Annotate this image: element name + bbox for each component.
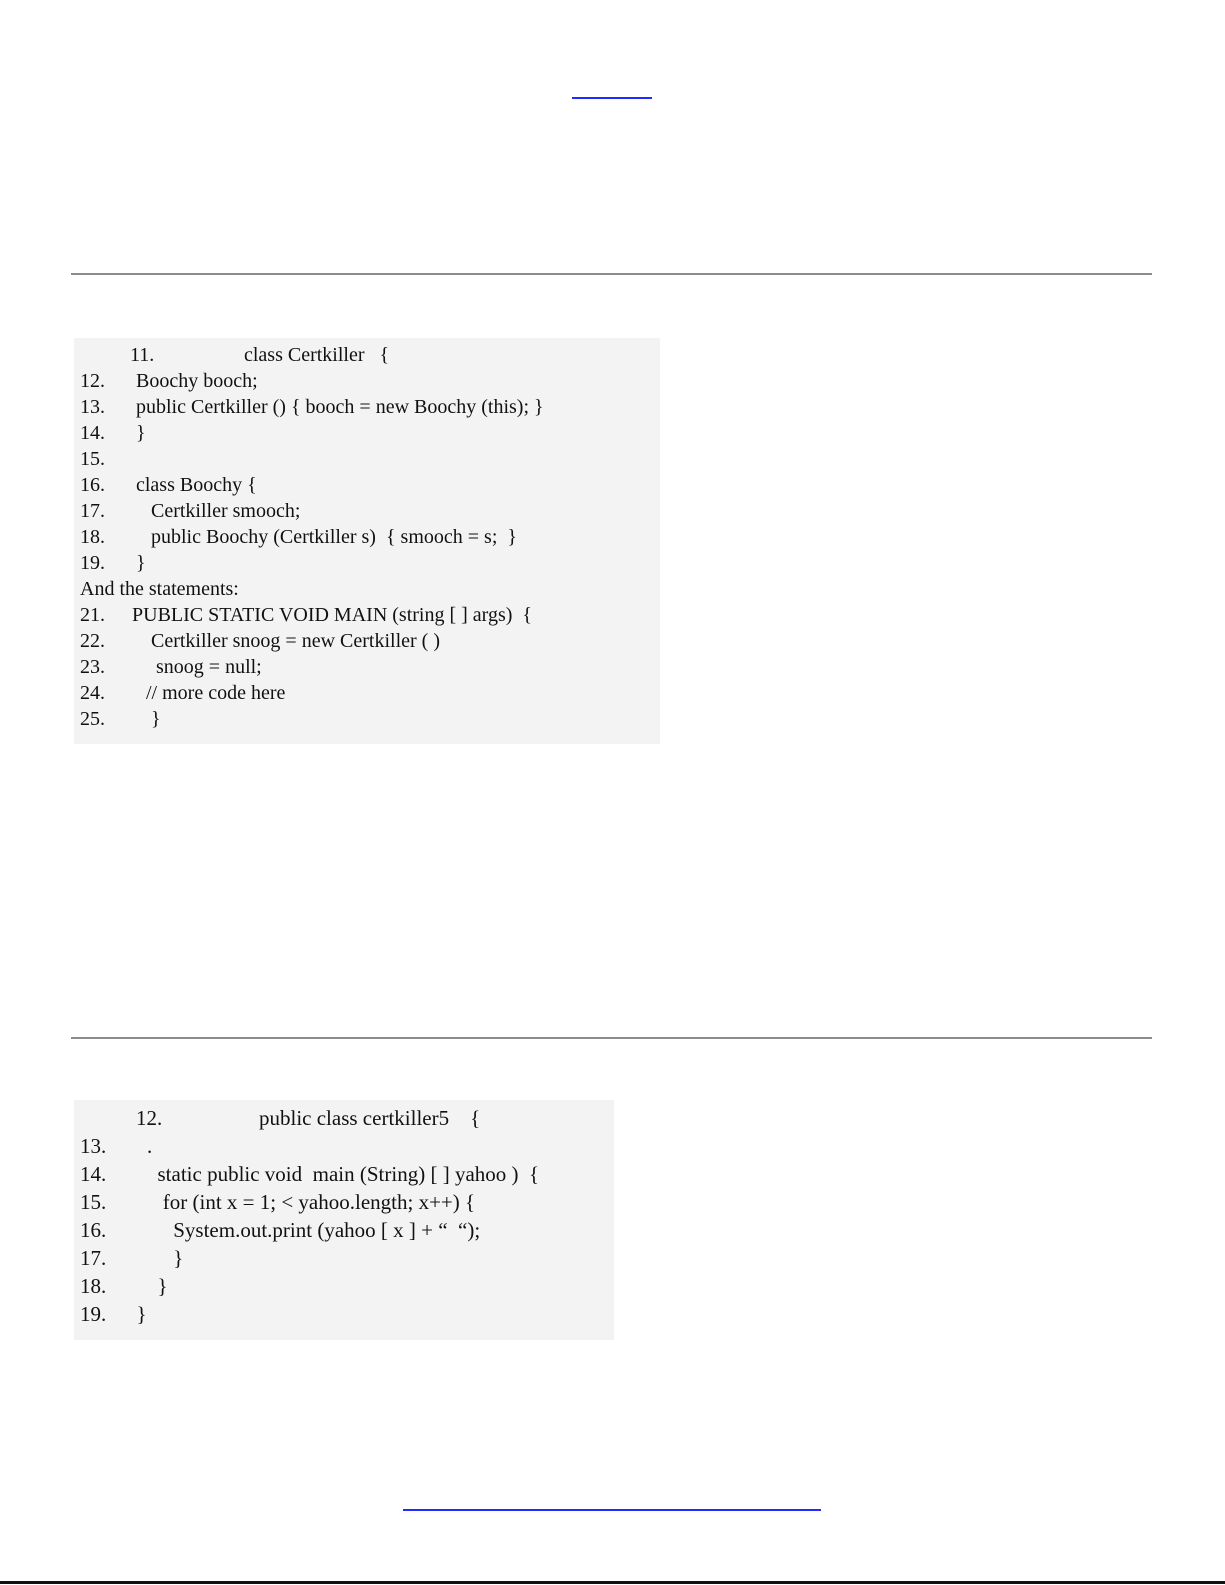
code-text: snoog = null; [126,656,262,678]
code-text: And the statements: [80,578,239,600]
code-line [80,576,239,602]
code-text: } [126,422,146,444]
code-text: . [126,1134,153,1158]
line-number: 16. [80,1218,107,1242]
line-number: 17. [80,1246,107,1270]
code-line [80,368,258,394]
code-text: } [126,1302,147,1326]
code-line [80,1300,147,1328]
code-text: // more code here [126,682,286,704]
footer-rule [0,1581,1225,1584]
code-line [80,1216,480,1244]
code-text: for (int x = 1; < yahoo.length; x++) { [126,1190,476,1214]
line-number: 13. [80,396,105,418]
code-text: } [126,708,161,730]
code-text: Certkiller smooch; [126,500,301,522]
line-number: 18. [80,526,105,548]
code-line [80,680,285,706]
line-number: 18. [80,1274,107,1298]
code-line [80,550,146,576]
code-line [80,498,300,524]
line-number: 16. [80,474,105,496]
code-snippet-1 [74,338,660,744]
horizontal-rule-1 [71,273,1152,275]
line-number: 23. [80,656,105,678]
line-number: 22. [80,630,105,652]
code-text: Boochy booch; [126,370,258,392]
code-snippet-2 [74,1100,614,1340]
code-line [80,654,262,680]
horizontal-rule-2 [71,1037,1152,1039]
code-line [80,1272,168,1300]
code-line [80,1244,183,1272]
line-number: 15. [80,1190,107,1214]
code-line [80,524,517,550]
line-number: 17. [80,500,105,522]
code-line [80,1104,480,1132]
line-number: 14. [80,422,105,444]
line-number: 19. [80,1302,107,1326]
code-line [80,706,161,732]
code-line [80,1132,152,1160]
top-link-underline[interactable] [572,97,652,99]
code-text: static public void main (String) [ ] yahoo ) { [126,1162,540,1186]
code-text: Certkiller snoog = new Certkiller ( ) [126,630,440,652]
code-text: } [126,552,146,574]
bottom-link-underline[interactable] [403,1509,821,1511]
line-number: 13. [80,1134,107,1158]
line-number: 12. [80,370,105,392]
line-number: 14. [80,1162,107,1186]
line-number: 21. [80,604,105,626]
line-number: 19. [80,552,105,574]
code-line [80,420,146,446]
code-text: class Boochy { [126,474,257,496]
code-line [80,628,440,654]
code-text: } [126,1246,184,1270]
code-line [80,1160,539,1188]
code-text: public class certkiller5 { [196,1106,481,1130]
code-line [80,394,544,420]
code-text: System.out.print (yahoo [ x ] + “ “); [126,1218,481,1242]
line-number: 15. [80,448,105,470]
code-line [80,472,257,498]
code-text: class Certkiller { [184,344,390,366]
line-number: 12. [136,1106,163,1130]
code-line [80,446,126,472]
code-text: public Boochy (Certkiller s) { smooch = s; } [126,526,517,548]
code-text: public Certkiller () { booch = new Boochy (this); } [126,396,544,418]
line-number: 25. [80,708,105,730]
line-number: 24. [80,682,105,704]
line-number: 11. [130,344,155,366]
code-line [80,1188,475,1216]
code-text: PUBLIC STATIC VOID MAIN (string [ ] args) { [132,604,533,626]
code-line [80,602,532,628]
code-line [80,342,389,368]
code-text: } [126,1274,168,1298]
